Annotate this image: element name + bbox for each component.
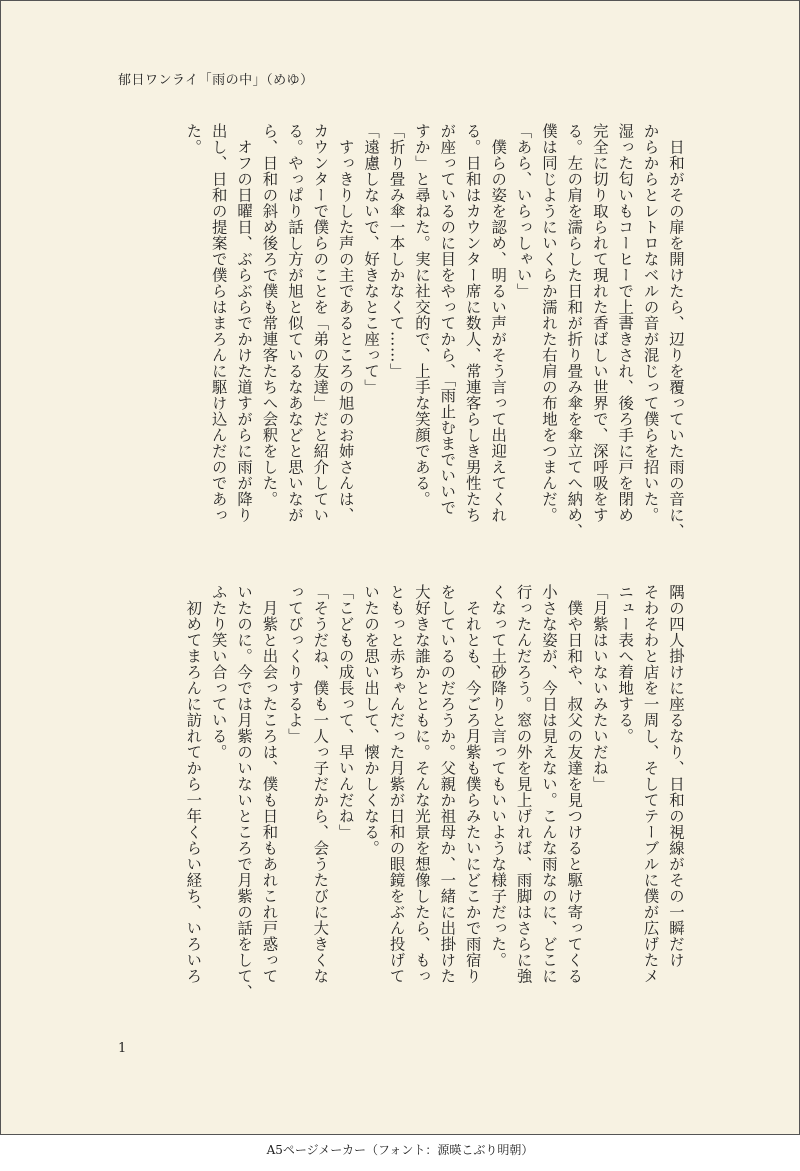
text-line: 僕らの姿を認め、明るい声がそう言って出迎えてくれ	[489, 123, 508, 523]
text-line: 完全に切り取られて現れた香ばしい世界で、深呼吸をす	[590, 123, 609, 523]
text-line: 「こどもの成長って、早いんだね」	[336, 584, 355, 840]
text-line: ニュー表へ着地する。	[616, 584, 635, 744]
story-title: 郁日ワンライ「雨の中」（めゆ）	[118, 73, 314, 88]
text-line: 行ったんだろう。窓の外を見上げれば、雨脚はさらに強	[514, 584, 533, 984]
text-line: そわそわと店を一周し、そしてテーブルに僕が広げたメ	[641, 584, 660, 984]
text-line: 「遠慮しないで、好きなとこ座って」	[362, 123, 381, 395]
text-line: 日和がその扉を開けたら、辺りを覆っていた雨の音に、	[667, 123, 685, 539]
text-line: 小さな姿が、今日は見えない。こんな雨なのに、どこに	[539, 584, 558, 984]
page-number: 1	[118, 1041, 127, 1056]
text-line: る。左の肩を濡らした日和が折り畳み傘を傘立てへ納め、	[565, 123, 584, 539]
text-line: カウンターで僕らのことを「弟の友達」だと紹介してい	[311, 123, 330, 523]
text-line: る。日和はカウンター席に数人、常連客らしき男性たち	[463, 123, 482, 523]
text-line: をしているのだろうか。父親か祖母か、一緒に出掛けた	[438, 584, 457, 984]
text-line: ふたり笑い合っている。	[209, 584, 228, 760]
text-line: からからとレトロなベルの音が混じって僕らを招いた。	[641, 123, 660, 523]
footer-credit: A5ページメーカー（フォント：源暎こぶり明朝）	[266, 1143, 534, 1157]
text-line: 「あら、いらっしゃい」	[514, 123, 533, 299]
text-line: 僕は同じようにいくらか濡れた右肩の布地をつまんだ。	[539, 123, 558, 523]
text-line: いたのに。今では月紫のいないところで月紫の話をして、	[235, 584, 254, 1000]
lower-text-block	[180, 584, 688, 1004]
upper-text-block	[180, 123, 688, 583]
text-line: 「折り畳み傘一本しかなくて……」	[387, 123, 406, 379]
text-line: 出し、日和の提案で僕らはまろんに駆け込んだのであっ	[209, 123, 228, 523]
text-line: ら、日和の斜め後ろで僕も常連客たちへ会釈をした。	[260, 123, 279, 507]
text-line: オフの日曜日、ぶらぶらでかけた道すがらに雨が降り	[235, 123, 254, 523]
text-line: いたのを思い出して、懐かしくなる。	[362, 584, 381, 856]
text-line: すっきりした声の主であるところの旭のお姉さんは、	[336, 123, 355, 523]
text-line: それとも、今ごろ月紫も僕らみたいにどこかで雨宿り	[463, 584, 482, 984]
text-line: 大好きな誰かとともに。そんな光景を想像したら、もっ	[412, 584, 431, 984]
text-line: 「月紫はいないみたいだね」	[590, 584, 609, 792]
text-line: 隅の四人掛けに座るなり、日和の視線がその一瞬だけ	[667, 584, 685, 968]
text-line: る。やっぱり話し方が旭と似ているなあなどと思いなが	[285, 123, 304, 523]
text-line: 月紫と出会ったころは、僕も日和もあれこれ戸惑って	[260, 584, 279, 984]
text-line: 「そうだね、僕も一人っ子だから、会うたびに大きくな	[311, 584, 330, 984]
text-line: が座っているのに目をやってから、「雨止むまでいいで	[438, 123, 457, 516]
text-line: ともっと赤ちゃんだった月紫が日和の眼鏡をぶん投げて	[387, 584, 406, 984]
text-line: くなって土砂降りと言ってもいいような様子だった。	[489, 584, 508, 968]
text-line: た。	[184, 123, 203, 155]
text-line: ってびっくりするよ」	[285, 584, 304, 744]
text-line: 僕や日和や、叔父の友達を見つけると駆け寄ってくる	[565, 584, 584, 984]
text-line: 湿った匂いもコーヒーで上書きされ、後ろ手に戸を閉め	[616, 123, 635, 523]
text-line: すか」と尋ねた。実に社交的で、上手な笑顔である。	[412, 123, 431, 507]
text-line: 初めてまろんに訪れてから一年くらい経ち、いろいろ	[184, 584, 203, 984]
